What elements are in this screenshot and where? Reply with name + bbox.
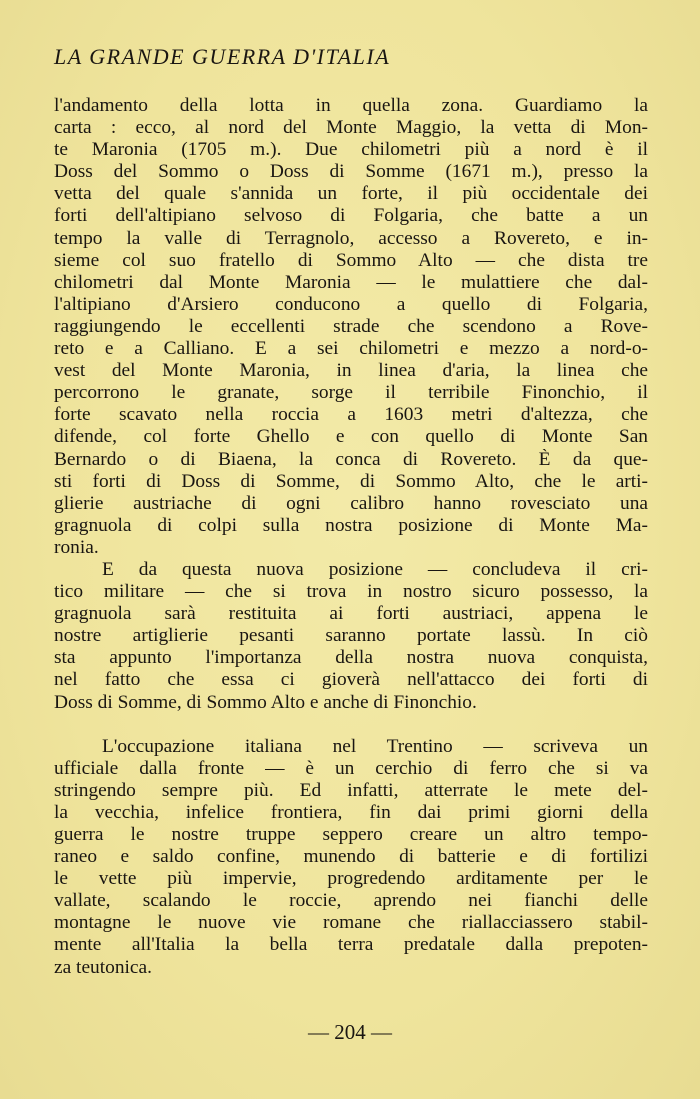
text-line: Bernardo o di Biaena, la conca di Rovereto. È da que- xyxy=(54,448,648,470)
text-line: glierie austriache di ogni calibro hanno rovesciato una xyxy=(54,492,648,514)
text-line: montagne le nuove vie romane che riallacciassero stabil- xyxy=(54,912,648,934)
text-line: L'occupazione italiana nel Trentino — scriveva un xyxy=(102,735,648,757)
text-line: chilometri dal Monte Maronia — le mulattiere che dal- xyxy=(54,271,648,293)
page-number: — 204 — xyxy=(308,1020,392,1044)
body-text xyxy=(54,95,648,979)
text-line: forti dell'altipiano selvoso di Folgaria, che batte a un xyxy=(54,205,648,227)
text-line: percorrono le granate, sorge il terribile Finonchio, il xyxy=(54,382,648,404)
text-line: za teutonica. xyxy=(54,956,152,978)
text-line: gragnuola sarà restituita ai forti austriaci, appena le xyxy=(54,603,648,625)
text-line: vetta del quale s'annida un forte, il più occidentale dei xyxy=(54,183,648,205)
paragraph-spacer xyxy=(54,714,648,736)
text-line: guerra le nostre truppe seppero creare un altro tempo- xyxy=(54,824,648,845)
text-line: vallate, scalando le roccie, aprendo nei fianchi delle xyxy=(54,890,648,912)
text-line: vest del Monte Maronia, in linea d'aria, la linea che xyxy=(54,360,648,382)
text-line: mente all'Italia la bella terra predatale dalla prepoten- xyxy=(54,934,648,956)
text-line: la vecchia, infelice frontiera, fin dai primi giorni della xyxy=(54,801,648,823)
text-line: raggiungendo le eccellenti strade che scendono a Rove- xyxy=(54,315,648,337)
text-line: nel fatto che essa ci gioverà nell'attacco dei forti di xyxy=(54,669,648,691)
text-line: Doss di Somme, di Sommo Alto e anche di Finonchio. xyxy=(54,691,477,713)
text-line: Doss del Sommo o Doss di Somme (1671 m.), presso la xyxy=(54,161,648,183)
text-line: nostre artiglierie pesanti saranno portate lassù. In ciò xyxy=(54,625,648,647)
text-line: le vette più impervie, progredendo arditamente per le xyxy=(54,868,648,890)
text-line: E da questa nuova posizione — concludeva il cri- xyxy=(102,558,648,580)
text-line: forte scavato nella roccia a 1603 metri d'altezza, che xyxy=(54,404,648,426)
running-head: LA GRANDE GUERRA D'ITALIA xyxy=(54,44,391,69)
text-line: sta appunto l'importanza della nostra nuova conquista, xyxy=(54,647,648,669)
paragraph-1 xyxy=(54,95,648,559)
text-line: tico militare — che si trova in nostro sicuro possesso, la xyxy=(54,581,648,603)
text-line: carta : ecco, al nord del Monte Maggio, la vetta di Mon- xyxy=(54,117,648,139)
text-line: l'andamento della lotta in quella zona. Guardiamo la xyxy=(54,95,648,116)
text-line: gragnuola di colpi sulla nostra posizione di Monte Ma- xyxy=(54,514,648,536)
text-line: difende, col forte Ghello e con quello di Monte San xyxy=(54,426,648,448)
text-line: sieme col suo fratello di Sommo Alto — che dista tre xyxy=(54,249,648,271)
paragraph-2 xyxy=(54,559,648,714)
paragraph-3 xyxy=(54,736,648,979)
text-line: ufficiale dalla fronte — è un cerchio di ferro che si va xyxy=(54,757,648,779)
text-line: l'altipiano d'Arsiero conducono a quello di Folgaria, xyxy=(54,293,648,315)
text-line: reto e a Calliano. E a sei chilometri e mezzo a nord-o- xyxy=(54,338,648,360)
text-line: ronia. xyxy=(54,536,99,558)
text-line: raneo e saldo confine, munendo di batterie e di fortilizi xyxy=(54,846,648,868)
text-line: stringendo sempre più. Ed infatti, atterrate le mete del- xyxy=(54,779,648,801)
text-line: tempo la valle di Terragnolo, accesso a Rovereto, e in- xyxy=(54,227,648,249)
text-line: te Maronia (1705 m.). Due chilometri più a nord è il xyxy=(54,139,648,161)
text-line: sti forti di Doss di Somme, di Sommo Alto, che le arti- xyxy=(54,470,648,492)
